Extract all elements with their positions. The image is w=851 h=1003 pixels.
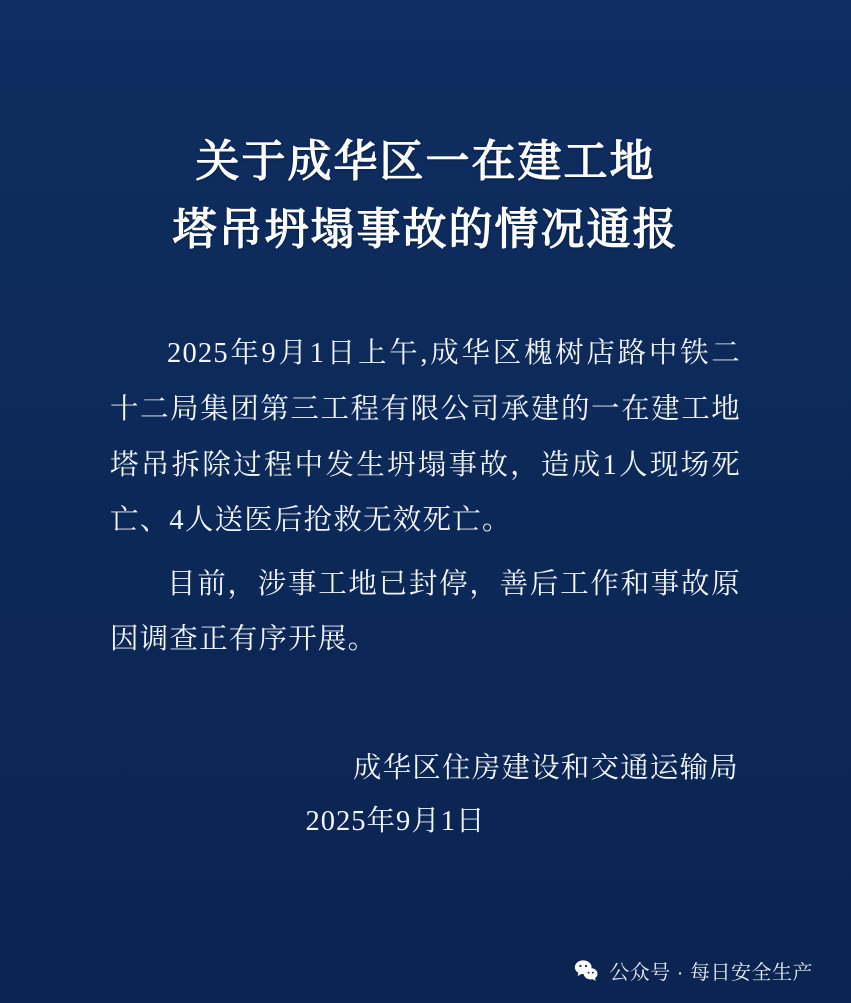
- page-title-line-1: 关于成华区一在建工地: [195, 137, 656, 186]
- page-title: [110, 0, 741, 264]
- issuing-authority: 成华区住房建设和交通运输局: [352, 752, 739, 784]
- body-paragraph-1: 2025年9月1日上午,成华区槐树店路中铁二十二局集团第三工程有限公司承建的一在建工地塔吊拆除过程中发生坍塌事故，造成1人现场死亡、4人送医后抢救无效死亡。: [110, 338, 741, 537]
- footer-watermark: [573, 956, 813, 985]
- footer-account-label: 公众号 · 每日安全生产: [609, 962, 813, 984]
- issue-date: 2025年9月1日: [305, 805, 486, 837]
- body-paragraph-2: 目前，涉事工地已封停，善后工作和事故原因调查正有序开展。: [110, 568, 741, 656]
- wechat-icon: [573, 958, 599, 984]
- page-title-line-2: 塔吊坍塌事故的情况通报: [172, 205, 679, 255]
- notice-body: [110, 326, 741, 667]
